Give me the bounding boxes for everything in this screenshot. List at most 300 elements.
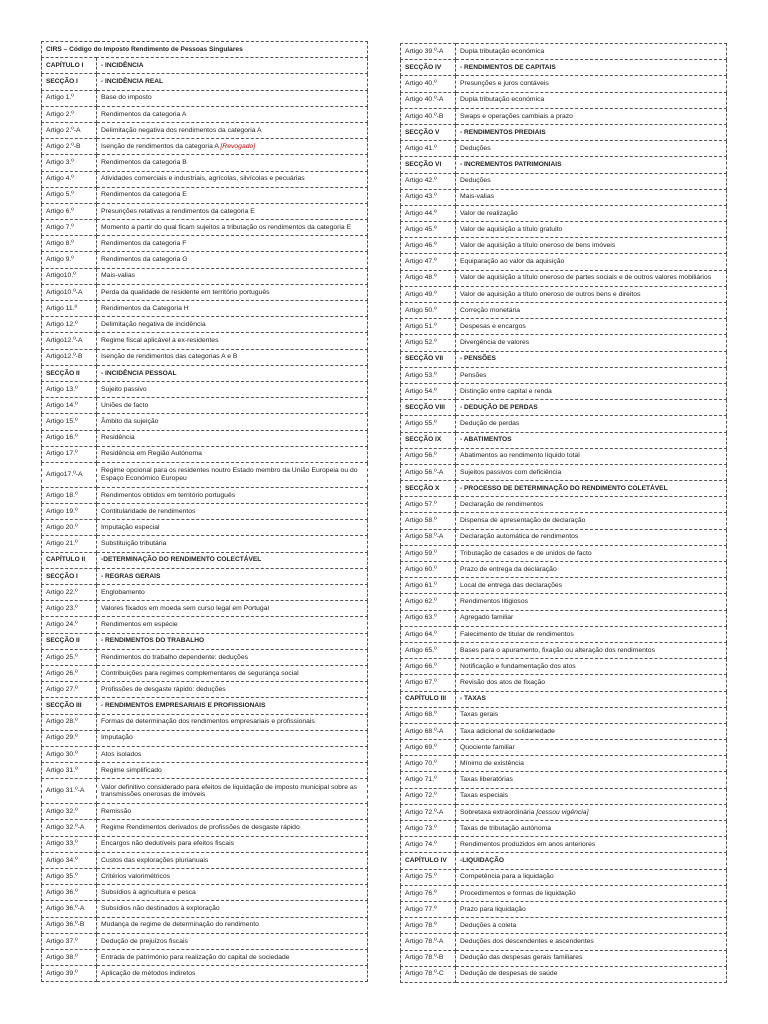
article-title xyxy=(456,448,727,464)
article-title-text: Rendimentos da categoria E xyxy=(101,191,187,199)
section-label: SECÇÃO IX xyxy=(401,432,456,448)
article-number: Artigo 45.º xyxy=(401,222,456,238)
article-row xyxy=(401,448,727,464)
article-title xyxy=(456,918,727,934)
article-number: Artigo 18.º xyxy=(42,487,97,503)
section-label: SECÇÃO VIII xyxy=(401,400,456,416)
article-title xyxy=(456,562,727,578)
section-title: - PROCESSO DE DETERMINAÇÃO DO RENDIMENTO COLETÁVEL xyxy=(456,481,727,497)
article-row xyxy=(42,462,368,487)
article-title xyxy=(456,303,727,319)
article-row xyxy=(42,203,368,219)
article-number: Artigo 11.º xyxy=(42,301,97,317)
article-row xyxy=(401,529,727,545)
article-row xyxy=(42,487,368,503)
article-title xyxy=(456,173,727,189)
article-title xyxy=(97,171,368,187)
article-number: Artigo 2.º xyxy=(42,106,97,122)
article-row xyxy=(401,788,727,804)
article-number: Artigo 48.º xyxy=(401,270,456,286)
article-title xyxy=(456,383,727,399)
article-number: Artigo 58.º-A xyxy=(401,529,456,545)
article-title xyxy=(456,707,727,723)
article-number: Artigo 68.º xyxy=(401,707,456,723)
article-title xyxy=(97,649,368,665)
article-number: Artigo 17.º xyxy=(42,446,97,462)
article-number: Artigo 72.º-A xyxy=(401,804,456,820)
article-number: Artigo 34.º xyxy=(42,852,97,868)
article-number: Artigo 23.º xyxy=(42,601,97,617)
article-row xyxy=(401,545,727,561)
article-title-text: Deduções dos descendentes e ascendentes xyxy=(460,938,594,946)
article-number: Artigo 38.º xyxy=(42,949,97,965)
article-row xyxy=(42,284,368,300)
article-title-text: Dedução de prejuízos fiscais xyxy=(101,937,188,945)
article-number: Artigo 78.º-A xyxy=(401,934,456,950)
article-number: Artigo12.º-A xyxy=(42,333,97,349)
article-title-text: Bases para o apuramento, fixação ou alteração dos rendimentos xyxy=(460,646,655,654)
article-row xyxy=(42,665,368,681)
article-title xyxy=(97,301,368,317)
article-number: Artigo 69.º xyxy=(401,740,456,756)
article-number: Artigo 9.º xyxy=(42,252,97,268)
article-title-text: Valor definitivo considerado para efeitos de liquidação de imposto municipal sobre as transmissões onerosas de imóveis xyxy=(101,783,358,799)
article-row xyxy=(401,562,727,578)
article-row xyxy=(401,44,727,60)
article-row xyxy=(42,966,368,982)
section-title: - INCREMENTOS PATRIMONIAIS xyxy=(456,157,727,173)
section-title: - RENDIMENTOS PREDIAIS xyxy=(456,124,727,140)
article-row xyxy=(42,520,368,536)
article-number: Artigo 75.º xyxy=(401,869,456,885)
article-title xyxy=(456,740,727,756)
article-title xyxy=(97,187,368,203)
article-row xyxy=(401,205,727,221)
article-row xyxy=(42,763,368,779)
article-row xyxy=(401,464,727,480)
article-row xyxy=(42,836,368,852)
article-row xyxy=(401,92,727,108)
article-number: Artigo 77.º xyxy=(401,901,456,917)
article-row xyxy=(401,270,727,286)
article-title xyxy=(456,286,727,302)
article-title-text: Atividades comerciais e industriais, agrícolas, silvícolas e pecuárias xyxy=(101,175,305,183)
article-title-text: Remissão xyxy=(101,808,132,816)
article-title-text: Uniões de facto xyxy=(101,401,149,409)
article-title-text: Deduções xyxy=(460,177,491,185)
article-number: Artigo 51.º xyxy=(401,319,456,335)
article-title xyxy=(456,497,727,513)
article-title xyxy=(456,545,727,561)
article-title xyxy=(456,901,727,917)
article-row xyxy=(401,303,727,319)
article-number: Artigo 43.º xyxy=(401,189,456,205)
article-title xyxy=(456,675,727,691)
article-row xyxy=(401,238,727,254)
article-number: Artigo 67.º xyxy=(401,675,456,691)
article-number: Artigo10.º xyxy=(42,268,97,284)
article-number: Artigo 60.º xyxy=(401,562,456,578)
article-number: Artigo 56.º xyxy=(401,448,456,464)
article-row xyxy=(401,675,727,691)
article-number: Artigo 29.º xyxy=(42,730,97,746)
article-title-text: Regime simplificado xyxy=(101,766,162,774)
section-label: CAPÍTULO IV xyxy=(401,853,456,869)
article-row xyxy=(401,222,727,238)
article-number: Artigo 36.º-B xyxy=(42,917,97,933)
article-row xyxy=(42,730,368,746)
article-number: Artigo 27.º xyxy=(42,682,97,698)
article-number: Artigo 40.º-B xyxy=(401,108,456,124)
article-number: Artigo 32.º-A xyxy=(42,820,97,836)
article-row xyxy=(42,139,368,155)
article-title xyxy=(456,885,727,901)
article-title xyxy=(456,966,727,982)
article-title-text: Critérios valorimétricos xyxy=(101,872,171,880)
section-label: CAPÍTULO II xyxy=(42,552,97,568)
section-header-row xyxy=(401,124,727,140)
article-number: Artigo 5.º xyxy=(42,187,97,203)
section-label: CAPÍTULO I xyxy=(42,58,97,74)
article-row xyxy=(42,917,368,933)
article-number: Artigo 66.º xyxy=(401,659,456,675)
article-row xyxy=(42,617,368,633)
article-title xyxy=(456,416,727,432)
article-number: Artigo 59.º xyxy=(401,545,456,561)
article-title-text: Prazo de entrega da declaração xyxy=(460,565,557,573)
article-note: [cessou vigência] xyxy=(536,808,589,816)
article-number: Artigo 33.º xyxy=(42,836,97,852)
article-title xyxy=(456,141,727,157)
article-title-text: Dedução de despesas de saúde xyxy=(460,970,558,978)
article-number: Artigo 4.º xyxy=(42,171,97,187)
article-title xyxy=(97,462,368,487)
article-number: Artigo 50.º xyxy=(401,303,456,319)
section-title: - RENDIMENTOS DE CAPITAIS xyxy=(456,60,727,76)
article-title xyxy=(456,934,727,950)
article-row xyxy=(42,349,368,365)
article-title-text: Encargos não dedutíveis para efeitos fiscais xyxy=(101,840,234,848)
article-title xyxy=(97,284,368,300)
article-title xyxy=(456,869,727,885)
article-title-text: Taxas de tributação autónoma xyxy=(460,824,552,832)
article-title xyxy=(97,885,368,901)
article-number: Artigo 30.º xyxy=(42,746,97,762)
section-label: SECÇÃO IV xyxy=(401,60,456,76)
article-title xyxy=(97,820,368,836)
article-title-text: Momento a partir do qual ficam sujeitos a tributação os rendimentos da categoria E xyxy=(101,223,352,231)
article-number: Artigo 53.º xyxy=(401,367,456,383)
article-title-text: Prazo para liquidação xyxy=(460,905,526,913)
article-row xyxy=(42,430,368,446)
section-title: - INCIDÊNCIA xyxy=(97,58,368,74)
article-number: Artigo 57.º xyxy=(401,497,456,513)
article-title xyxy=(97,682,368,698)
section-title: - INCIDÊNCIA PESSOAL xyxy=(97,365,368,381)
article-row xyxy=(42,820,368,836)
article-title-text: Rendimentos da Categoria H xyxy=(101,304,189,312)
article-row xyxy=(401,885,727,901)
section-label: SECÇÃO II xyxy=(42,365,97,381)
article-title-text: Competência para a liquidação xyxy=(460,873,554,881)
right-index-body xyxy=(401,44,727,983)
article-number: Artigo 74.º xyxy=(401,837,456,853)
article-title xyxy=(456,788,727,804)
article-row xyxy=(401,367,727,383)
article-row xyxy=(401,772,727,788)
article-row xyxy=(42,106,368,122)
article-row xyxy=(42,779,368,804)
article-row xyxy=(42,220,368,236)
article-title-text: Rendimentos da categoria G xyxy=(101,256,188,264)
article-number: Artigo 8.º xyxy=(42,236,97,252)
article-row xyxy=(42,252,368,268)
article-title-text: Valor de aquisição a título oneroso de partes sociais e de outros valores mobiliários xyxy=(460,274,712,282)
article-title-text: Imputação xyxy=(101,734,133,742)
article-title-text: Mais-valias xyxy=(460,193,494,201)
article-title-text: Contribuições para regimes complementares de segurança social xyxy=(101,669,299,677)
article-number: Artigo 2.º-B xyxy=(42,139,97,155)
article-number: Artigo 41.º xyxy=(401,141,456,157)
article-title xyxy=(456,578,727,594)
article-row xyxy=(42,746,368,762)
article-title xyxy=(97,446,368,462)
article-row xyxy=(42,301,368,317)
article-number: Artigo 26.º xyxy=(42,665,97,681)
article-title xyxy=(97,504,368,520)
section-label: SECÇÃO III xyxy=(42,698,97,714)
article-row xyxy=(401,869,727,885)
article-number: Artigo 3.º xyxy=(42,155,97,171)
article-title-text: Base do imposto xyxy=(101,94,152,102)
article-title-text: Taxas gerais xyxy=(460,711,499,719)
article-title xyxy=(456,238,727,254)
article-title xyxy=(97,933,368,949)
article-number: Artigo 39.º-A xyxy=(401,44,456,60)
article-number: Artigo 31.º-A xyxy=(42,779,97,804)
article-title-text: Profissões de desgaste rápido: deduções xyxy=(101,685,226,693)
section-title: - TAXAS xyxy=(456,691,727,707)
article-row xyxy=(401,918,727,934)
article-title-text: Dedução de perdas xyxy=(460,420,520,428)
article-title-text: Rendimentos em espécie xyxy=(101,621,178,629)
article-title-text: Declaração automática de rendimentos xyxy=(460,533,579,541)
section-title: - PENSÕES xyxy=(456,351,727,367)
section-header-row xyxy=(42,74,368,90)
article-title-text: Falecimento de titular de rendimentos xyxy=(460,630,574,638)
right-index-table xyxy=(400,43,727,983)
article-title xyxy=(456,76,727,92)
article-row xyxy=(401,966,727,982)
article-row xyxy=(401,141,727,157)
article-number: Artigo 39.º xyxy=(42,966,97,982)
article-row xyxy=(401,335,727,351)
article-title xyxy=(456,108,727,124)
article-title xyxy=(97,236,368,252)
section-header-row xyxy=(401,481,727,497)
article-title-text: Despesas e encargos xyxy=(460,322,526,330)
article-title xyxy=(97,220,368,236)
article-row xyxy=(42,804,368,820)
section-header-row xyxy=(401,691,727,707)
article-number: Artigo 54.º xyxy=(401,383,456,399)
title-row xyxy=(42,42,368,58)
article-row xyxy=(401,383,727,399)
article-title xyxy=(97,106,368,122)
article-title xyxy=(456,642,727,658)
section-header-row xyxy=(401,60,727,76)
section-label: SECÇÃO VI xyxy=(401,157,456,173)
article-title-text: Deduções à coleta xyxy=(460,921,517,929)
article-title xyxy=(97,520,368,536)
section-label: SECÇÃO VII xyxy=(401,351,456,367)
article-title xyxy=(97,203,368,219)
section-title: - ABATIMENTOS xyxy=(456,432,727,448)
article-title xyxy=(97,381,368,397)
article-title-text: Quociente familiar xyxy=(460,743,515,751)
article-title xyxy=(456,594,727,610)
section-title: - REGRAS GERAIS xyxy=(97,568,368,584)
article-title xyxy=(97,536,368,552)
article-title-text: Englobamento xyxy=(101,588,145,596)
article-row xyxy=(401,513,727,529)
article-title xyxy=(456,464,727,480)
article-number: Artigo 72.º xyxy=(401,788,456,804)
article-number: Artigo 36.º-A xyxy=(42,901,97,917)
article-row xyxy=(401,108,727,124)
article-title-text: Substituição tributária xyxy=(101,540,167,548)
article-title-text: Valor de aquisição a título gratuito xyxy=(460,225,563,233)
article-number: Artigo 7.º xyxy=(42,220,97,236)
article-row xyxy=(42,949,368,965)
article-row xyxy=(401,804,727,820)
article-row xyxy=(42,171,368,187)
article-number: Artigo 32.º xyxy=(42,804,97,820)
article-row xyxy=(401,173,727,189)
article-row xyxy=(42,90,368,106)
article-row xyxy=(42,381,368,397)
section-header-row xyxy=(42,568,368,584)
article-title xyxy=(97,414,368,430)
article-title-text: Sobretaxa extraordinária xyxy=(460,808,535,816)
article-number: Artigo 76.º xyxy=(401,885,456,901)
article-title-text: Sujeitos passivos com deficiência xyxy=(460,468,562,476)
section-title: - RENDIMENTOS DO TRABALHO xyxy=(97,633,368,649)
article-title-text: Swaps e operações cambiais a prazo xyxy=(460,112,573,120)
article-title-text: Pensões xyxy=(460,371,487,379)
article-title-text: Valores fixados em moeda sem curso legal em Portugal xyxy=(101,604,269,612)
article-title xyxy=(97,779,368,804)
article-title xyxy=(97,617,368,633)
article-title-text: Delimitação negativa dos rendimentos da categoria A xyxy=(101,126,262,134)
article-row xyxy=(42,869,368,885)
article-number: Artigo 64.º xyxy=(401,626,456,642)
article-title-text: Subsídios à agricultura e pesca xyxy=(101,888,196,896)
article-row xyxy=(42,155,368,171)
article-title-text: Abatimentos ao rendimento líquido total xyxy=(460,452,580,460)
article-title-text: Deduções xyxy=(460,144,491,152)
section-title: - INCIDÊNCIA REAL xyxy=(97,74,368,90)
article-number: Artigo 55.º xyxy=(401,416,456,432)
article-title xyxy=(97,487,368,503)
article-number: Artigo 47.º xyxy=(401,254,456,270)
section-header-row xyxy=(42,58,368,74)
article-number: Artigo 21.º xyxy=(42,536,97,552)
article-title xyxy=(456,205,727,221)
article-number: Artigo 15.º xyxy=(42,414,97,430)
section-title: -DETERMINAÇÃO DO RENDIMENTO COLECTÁVEL xyxy=(97,552,368,568)
article-row xyxy=(401,934,727,950)
section-header-row xyxy=(401,400,727,416)
article-row xyxy=(401,76,727,92)
article-row xyxy=(42,414,368,430)
article-row xyxy=(401,642,727,658)
article-title-text: Presunções relativas a rendimentos da categoria E xyxy=(101,207,255,215)
section-title: - RENDIMENTOS EMPRESARIAIS E PROFISSIONAIS xyxy=(97,698,368,714)
article-number: Artigo 12.º xyxy=(42,317,97,333)
article-row xyxy=(42,649,368,665)
article-title xyxy=(97,398,368,414)
section-header-row xyxy=(401,351,727,367)
article-title-text: Correção monetária xyxy=(460,306,521,314)
article-title xyxy=(97,714,368,730)
section-label: SECÇÃO I xyxy=(42,568,97,584)
article-number: Artigo 61.º xyxy=(401,578,456,594)
article-title-text: Agregado familiar xyxy=(460,614,514,622)
article-title xyxy=(97,268,368,284)
article-number: Artigo 25.º xyxy=(42,649,97,665)
article-title-text: Regime fiscal aplicável a ex-residentes xyxy=(101,337,219,345)
article-title xyxy=(456,804,727,820)
article-number: Artigo 36.º xyxy=(42,885,97,901)
article-row xyxy=(401,659,727,675)
article-title-text: Mais-valias xyxy=(101,272,135,280)
article-title xyxy=(456,335,727,351)
article-number: Artigo 20.º xyxy=(42,520,97,536)
article-title xyxy=(456,529,727,545)
article-number: Artigo17.º-A xyxy=(42,462,97,487)
article-title xyxy=(97,917,368,933)
article-title xyxy=(97,139,368,155)
article-row xyxy=(401,610,727,626)
article-number: Artigo 37.º xyxy=(42,933,97,949)
article-title xyxy=(97,252,368,268)
article-title xyxy=(97,746,368,762)
article-title-text: Dupla tributação económica xyxy=(460,96,545,104)
article-title xyxy=(97,730,368,746)
article-row xyxy=(401,189,727,205)
article-number: Artigo10.º-A xyxy=(42,284,97,300)
article-row xyxy=(42,236,368,252)
article-number: Artigo 70.º xyxy=(401,756,456,772)
article-row xyxy=(401,740,727,756)
article-number: Artigo 13.º xyxy=(42,381,97,397)
article-number: Artigo 68.º-A xyxy=(401,723,456,739)
article-number: Artigo 31.º xyxy=(42,763,97,779)
article-title xyxy=(97,430,368,446)
article-row xyxy=(42,682,368,698)
article-number: Artigo 65.º xyxy=(401,642,456,658)
article-title-text: Entrada de património para realização do capital de sociedade xyxy=(101,953,290,961)
article-number: Artigo 78.º-B xyxy=(401,950,456,966)
article-title xyxy=(97,949,368,965)
article-title xyxy=(456,723,727,739)
article-title-text: Declaração de rendimentos xyxy=(460,501,544,509)
article-title xyxy=(97,665,368,681)
article-title xyxy=(97,90,368,106)
article-title xyxy=(97,122,368,138)
article-title-text: Taxas especiais xyxy=(460,792,508,800)
